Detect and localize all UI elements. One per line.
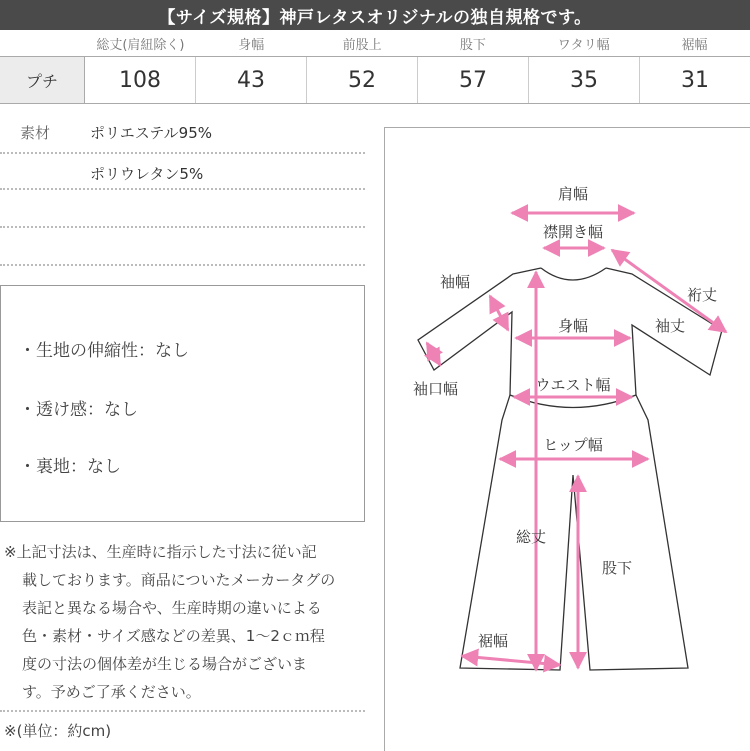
- header-hem-width: 裾幅: [681, 38, 708, 53]
- label-shoulder: 肩幅: [557, 185, 589, 203]
- left-sleeve: [418, 268, 541, 395]
- header-inseam: 股下: [459, 38, 486, 53]
- property-sheerness: ・透け感：なし: [19, 400, 138, 420]
- label-inseam: 股下: [602, 559, 633, 577]
- material-label: 素材: [20, 124, 51, 142]
- hem-arrow: [462, 656, 560, 665]
- header-body-width: 身幅: [238, 38, 265, 53]
- value-hem-width: 31: [681, 67, 709, 93]
- material-line-2: ポリウレタン5%: [90, 165, 204, 183]
- label-neck: 襟開き幅: [542, 223, 604, 241]
- label-hip: ヒップ幅: [543, 436, 603, 454]
- label-length: 総丈: [516, 528, 547, 546]
- value-front-rise: 52: [307, 57, 418, 103]
- label-cuff: 袖口幅: [413, 380, 459, 398]
- note-line: 表記と異なる場合や、生産時期の違いによる: [22, 599, 322, 617]
- header-front-rise: 前股上: [342, 38, 382, 53]
- note-line: 色・素材・サイズ感などの差異、1〜2ｃｍ程: [22, 627, 325, 645]
- label-sleeve-width: 袖幅: [440, 273, 471, 291]
- label-waist: ウエスト幅: [535, 376, 611, 394]
- header-length: 総丈(肩紐除く): [96, 38, 185, 53]
- value-thigh-width: 35: [529, 57, 640, 103]
- property-lining: ・裏地：なし: [19, 457, 121, 477]
- size-label: プチ: [0, 57, 85, 103]
- property-stretch: ・生地の伸縮性：なし: [19, 341, 189, 361]
- note-line: 載しております。商品についたメーカータグの: [22, 571, 336, 589]
- note-line: 度の寸法の個体差が生じる場合がございま: [22, 655, 308, 673]
- label-hem: 裾幅: [478, 632, 509, 650]
- value-inseam: 57: [418, 57, 529, 103]
- label-body-width: 身幅: [557, 317, 589, 335]
- material-line-1: ポリエステル95%: [90, 124, 212, 142]
- note-line: す。予めご了承ください。: [22, 683, 201, 701]
- label-yuki: 裄丈: [687, 286, 718, 304]
- label-sleeve-length: 袖丈: [655, 317, 686, 335]
- size-banner: 【サイズ規格】神戸レタスオリジナルの独自規格です。: [0, 0, 750, 30]
- sleeve-width-arrow: [490, 296, 508, 330]
- note-line: ※上記寸法は、生産時に指示した寸法に従い記: [4, 543, 317, 561]
- value-length: 108: [85, 57, 196, 103]
- neckline: [541, 268, 606, 280]
- unit-note: ※(単位：約cm): [4, 722, 112, 740]
- diagram-labels: [413, 185, 717, 650]
- header-thigh-width: ワタリ幅: [557, 38, 610, 53]
- value-body-width: 43: [196, 57, 307, 103]
